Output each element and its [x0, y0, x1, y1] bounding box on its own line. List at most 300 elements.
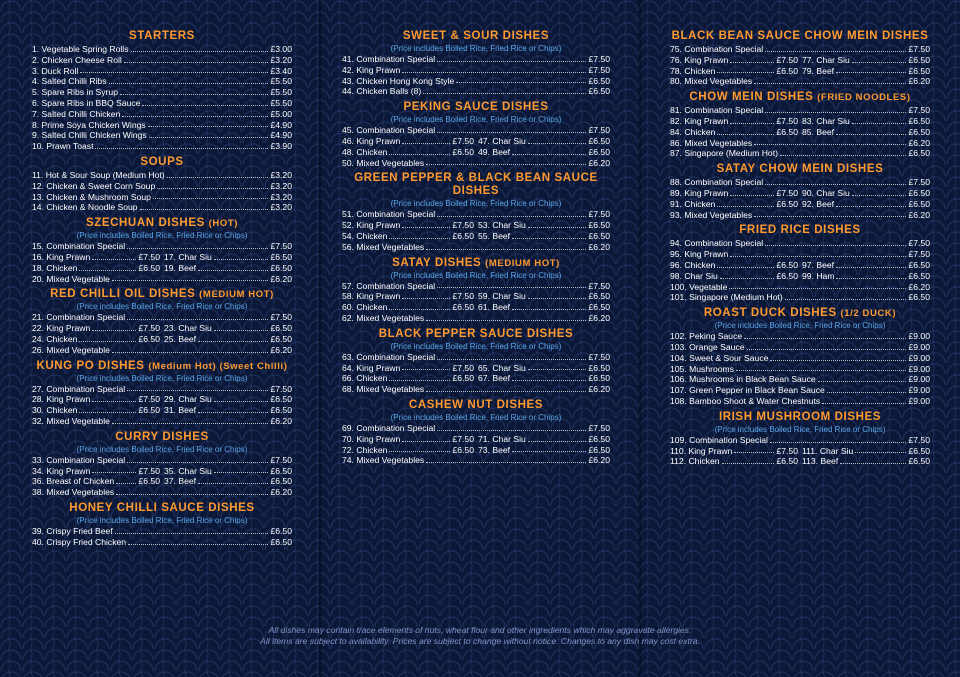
- item-price: £6.20: [588, 241, 610, 252]
- item-price: £3.20: [270, 202, 292, 213]
- menu-section: [32, 217, 292, 284]
- item-name: 87. Singapore (Medium Hot): [670, 148, 778, 159]
- item-name: 85. Beef: [802, 126, 835, 137]
- item-price: £7.50: [452, 135, 474, 146]
- menu-section: [32, 502, 292, 548]
- section-title: [342, 399, 610, 412]
- item-price: £6.50: [270, 405, 292, 416]
- menu-item: [670, 177, 930, 188]
- menu-item: [342, 302, 610, 313]
- item-price: £7.50: [588, 64, 610, 75]
- menu-item: [32, 323, 292, 334]
- menu-item: [32, 66, 292, 77]
- menu-item-half: [798, 271, 930, 282]
- dot-leader: [840, 463, 906, 464]
- dot-leader: [127, 248, 268, 249]
- dot-leader: [95, 148, 268, 149]
- section-price-note: (Price includes Boiled Rice, Fried Rice or Chips): [714, 321, 886, 331]
- item-price: £4.90: [270, 130, 292, 141]
- section-price-note: (Price includes Boiled Rice, Fried Rice or Chips): [390, 341, 562, 351]
- section-title: [670, 307, 930, 320]
- item-price: £4.90: [270, 119, 292, 130]
- menu-item-half: [342, 147, 474, 158]
- item-name: 90. Char Siu: [802, 187, 850, 198]
- item-name: 75. Combination Special: [670, 44, 764, 54]
- menu-item: [342, 445, 610, 456]
- item-price: £7.50: [452, 220, 474, 231]
- dot-leader: [109, 83, 269, 84]
- item-name: 91. Chicken: [670, 198, 716, 209]
- dot-leader: [389, 380, 450, 381]
- dot-leader: [770, 360, 906, 361]
- item-price: £6.20: [270, 415, 292, 426]
- item-name: 6. Spare Ribs in BBQ Sauce: [32, 97, 141, 108]
- dot-leader: [389, 451, 450, 452]
- item-price: £3.20: [270, 180, 292, 191]
- item-price: £6.50: [908, 445, 930, 456]
- menu-item: [32, 466, 292, 477]
- item-name: 94. Combination Special: [670, 238, 764, 249]
- menu-item: [32, 76, 292, 87]
- item-name: 16. King Prawn: [32, 251, 91, 262]
- dot-leader: [512, 154, 586, 155]
- section-title-text: ROAST DUCK DISHES: [703, 307, 837, 320]
- item-price: £5.00: [270, 108, 292, 119]
- item-price: £6.50: [776, 126, 798, 137]
- item-price: £6.50: [138, 262, 160, 273]
- item-name: 37. Beef: [164, 476, 197, 487]
- menu-item: [32, 312, 292, 323]
- menu-item: [342, 291, 610, 302]
- item-name: 88. Combination Special: [670, 177, 764, 188]
- menu-item-half: [670, 188, 798, 199]
- menu-item: [670, 456, 930, 467]
- menu-item: [342, 125, 610, 136]
- dot-leader: [214, 401, 269, 402]
- item-name: 98. Char Siu: [670, 270, 718, 281]
- item-name: 46. King Prawn: [342, 135, 401, 146]
- item-price: £6.50: [776, 259, 798, 270]
- item-name: 65. Char Siu: [478, 362, 526, 373]
- item-name: 42. King Prawn: [342, 64, 401, 75]
- menu-section: [670, 91, 930, 159]
- menu-section: [670, 163, 930, 220]
- section-title-text: FRIED RICE DISHES: [739, 224, 861, 237]
- menu-item: [670, 374, 930, 385]
- menu-item: [32, 455, 292, 466]
- item-name: 105. Mushrooms: [670, 363, 735, 374]
- menu-item-half: [670, 116, 798, 127]
- item-name: 101. Singapore (Medium Hot): [670, 292, 783, 303]
- item-price: £6.50: [588, 373, 610, 384]
- item-price: £7.50: [138, 465, 160, 476]
- dot-leader: [437, 61, 586, 62]
- section-title-text: RED CHILLI OIL DISHES: [50, 288, 196, 301]
- menu-item-half: [160, 476, 292, 487]
- item-price: £6.50: [908, 115, 930, 126]
- section-title-text: KUNG PO DISHES: [36, 359, 145, 372]
- section-title-text: BLACK PEPPER SAUCE DISHES: [378, 327, 574, 340]
- item-price: £6.50: [588, 433, 610, 444]
- dot-leader: [744, 338, 906, 339]
- dot-leader: [426, 164, 586, 165]
- item-price: £7.50: [908, 238, 930, 249]
- menu-item: [32, 416, 292, 427]
- section-title: [670, 163, 930, 176]
- section-title: [32, 30, 292, 43]
- item-name: 25. Beef: [164, 333, 197, 344]
- item-name: 68. Mixed Vegetables: [342, 384, 425, 395]
- item-name: 18. Chicken: [32, 262, 78, 273]
- menu-item-half: [342, 302, 474, 313]
- item-name: 60. Chicken: [342, 302, 388, 313]
- item-name: 20. Mixed Vegetable: [32, 273, 110, 284]
- item-name: 64. King Prawn: [342, 362, 401, 373]
- section-price-note: (Price includes Boiled Rice, Fried Rice or Chips): [390, 199, 562, 209]
- item-price: £7.50: [138, 323, 160, 334]
- item-name: 48. Chicken: [342, 146, 388, 157]
- section-subtitle: (Medium Hot) (Sweet Chilli): [148, 360, 288, 372]
- item-price: £7.50: [776, 115, 798, 126]
- item-price: £6.50: [270, 251, 292, 262]
- item-name: 78. Chicken: [670, 65, 716, 76]
- section-title-text: SWEET & SOUR DISHES: [402, 30, 550, 42]
- item-name: 49. Beef: [478, 146, 511, 157]
- menu-item: [32, 141, 292, 152]
- menu-item: [670, 55, 930, 66]
- dot-leader: [512, 309, 586, 310]
- dot-leader: [92, 472, 136, 473]
- item-name: 10. Prawn Toast: [32, 141, 94, 152]
- item-price: £3.00: [270, 44, 292, 54]
- footer-line-1: All dishes may contain trace elements of nuts, wheat flour and other ingredients which may aggravate allergies.: [268, 625, 692, 635]
- item-name: 109. Combination Special: [670, 434, 768, 445]
- menu-item: [342, 209, 610, 220]
- dot-leader: [198, 270, 268, 271]
- dot-leader: [765, 245, 906, 246]
- section-subtitle: (1/2 DUCK): [840, 308, 897, 320]
- menu-section: [670, 307, 930, 407]
- menu-item: [670, 138, 930, 149]
- dot-leader: [389, 309, 450, 310]
- dot-leader: [79, 412, 136, 413]
- item-price: £6.50: [270, 536, 292, 547]
- menu-item: [670, 342, 930, 353]
- item-price: £7.50: [776, 54, 798, 65]
- item-price: £6.50: [138, 476, 160, 487]
- section-title: [342, 328, 610, 341]
- dot-leader: [852, 123, 907, 124]
- menu-item: [670, 76, 930, 87]
- item-price: £6.50: [588, 362, 610, 373]
- item-price: £6.50: [776, 198, 798, 209]
- menu-item-half: [474, 445, 610, 456]
- item-price: £3.20: [270, 54, 292, 65]
- item-name: 28. King Prawn: [32, 394, 91, 405]
- menu-item: [32, 252, 292, 263]
- dot-leader: [437, 216, 586, 217]
- dot-leader: [198, 341, 268, 342]
- menu-section: [342, 399, 610, 466]
- dot-leader: [402, 227, 450, 228]
- section-title: [32, 502, 292, 515]
- item-name: 69. Combination Special: [342, 422, 436, 433]
- item-price: £6.50: [908, 187, 930, 198]
- item-price: £6.50: [270, 476, 292, 487]
- menu-section: [32, 288, 292, 355]
- item-price: £6.50: [908, 270, 930, 281]
- item-price: £7.50: [908, 434, 930, 445]
- item-price: £6.20: [588, 384, 610, 395]
- menu-item: [670, 271, 930, 282]
- section-price-note: (Price includes Boiled Rice, Fried Rice or Chips): [390, 115, 562, 125]
- section-title: [32, 156, 292, 169]
- menu-item: [670, 260, 930, 271]
- dot-leader: [765, 51, 906, 52]
- item-price: £3.90: [270, 141, 292, 152]
- menu-item-half: [474, 302, 610, 313]
- menu-item: [670, 396, 930, 407]
- menu-column-1: [0, 0, 320, 677]
- menu-item: [670, 116, 930, 127]
- item-price: £6.50: [776, 456, 798, 467]
- dot-leader: [855, 452, 906, 453]
- item-name: 12. Chicken & Sweet Corn Soup: [32, 180, 156, 191]
- menu-item-half: [160, 252, 292, 263]
- section-title: [342, 172, 610, 198]
- item-price: £6.50: [270, 323, 292, 334]
- menu-item-half: [32, 323, 160, 334]
- menu-item-half: [474, 147, 610, 158]
- item-name: 2. Chicken Cheese Roll: [32, 54, 122, 65]
- menu-item-half: [670, 199, 798, 210]
- item-name: 103. Orange Sauce: [670, 341, 745, 352]
- menu-item: [670, 331, 930, 342]
- item-price: £7.50: [452, 291, 474, 302]
- item-name: 89. King Prawn: [670, 187, 729, 198]
- dot-leader: [717, 72, 774, 73]
- item-name: 80. Mixed Vegetables: [670, 76, 753, 87]
- section-price-note: (Price includes Boiled Rice, Fried Rice or Chips): [390, 412, 562, 422]
- menu-item: [32, 394, 292, 405]
- menu-item: [32, 120, 292, 131]
- item-price: £5.50: [270, 76, 292, 87]
- menu-item: [32, 241, 292, 252]
- menu-item-half: [798, 456, 930, 467]
- menu-item: [342, 423, 610, 434]
- menu-item-half: [474, 231, 610, 242]
- dot-leader: [92, 259, 136, 260]
- item-name: 32. Mixed Vegetable: [32, 415, 110, 426]
- item-price: £6.20: [908, 137, 930, 148]
- menu-item-half: [342, 373, 474, 384]
- menu-item-half: [32, 405, 160, 416]
- item-price: £7.50: [776, 187, 798, 198]
- section-subtitle: (MEDIUM HOT): [485, 257, 560, 269]
- item-price: £6.50: [270, 333, 292, 344]
- menu-item-half: [32, 334, 160, 345]
- menu-section: [32, 431, 292, 498]
- menu-section: [342, 101, 610, 168]
- menu-item-half: [160, 394, 292, 405]
- menu-item: [670, 199, 930, 210]
- item-name: 104. Sweet & Sour Sauce: [670, 352, 769, 363]
- menu-item-half: [32, 466, 160, 477]
- item-price: £9.00: [908, 363, 930, 374]
- item-price: £6.20: [270, 487, 292, 498]
- section-title: [670, 91, 930, 104]
- item-name: 17. Char Siu: [164, 251, 212, 262]
- menu-item-half: [474, 220, 610, 231]
- menu-item-half: [798, 55, 930, 66]
- menu-item: [342, 86, 610, 97]
- item-name: 76. King Prawn: [670, 54, 729, 65]
- item-name: 39. Crispy Fried Beef: [32, 525, 113, 536]
- menu-item: [342, 373, 610, 384]
- menu-item: [342, 242, 610, 253]
- item-name: 67. Beef: [478, 373, 511, 384]
- item-name: 34. King Prawn: [32, 465, 91, 476]
- dot-leader: [402, 143, 450, 144]
- item-name: 113. Beef: [802, 456, 839, 467]
- menu-item: [670, 364, 930, 375]
- dot-leader: [92, 401, 136, 402]
- dot-leader: [528, 298, 587, 299]
- dot-leader: [785, 299, 907, 300]
- item-name: 31. Beef: [164, 405, 197, 416]
- item-name: 41. Combination Special: [342, 54, 436, 64]
- menu-item: [32, 345, 292, 356]
- menu-section: [670, 224, 930, 303]
- menu-item: [32, 384, 292, 395]
- menu-item: [342, 65, 610, 76]
- item-name: 58. King Prawn: [342, 291, 401, 302]
- dot-leader: [112, 423, 269, 424]
- item-price: £7.50: [776, 445, 798, 456]
- item-name: 100. Vegetable: [670, 281, 728, 292]
- item-name: 33. Combination Special: [32, 454, 126, 465]
- item-name: 38. Mixed Vegetables: [32, 487, 115, 498]
- dot-leader: [818, 381, 907, 382]
- menu-item-half: [474, 363, 610, 374]
- dot-leader: [112, 280, 269, 281]
- section-title-text: SATAY CHOW MEIN DISHES: [716, 163, 884, 176]
- dot-leader: [754, 216, 906, 217]
- section-subtitle: (FRIED NOODLES): [817, 92, 911, 104]
- item-name: 97. Beef: [802, 259, 835, 270]
- item-name: 14. Chicken & Noodle Soup: [32, 202, 138, 213]
- dot-leader: [729, 288, 906, 289]
- item-name: 7. Salted Chilli Chicken: [32, 108, 121, 119]
- menu-item-half: [32, 263, 160, 274]
- menu-section: [32, 360, 292, 427]
- section-title: [32, 288, 292, 301]
- menu-section: [342, 328, 610, 395]
- menu-item-half: [798, 66, 930, 77]
- item-name: 107. Green Pepper in Black Bean Sauce: [670, 385, 825, 396]
- item-price: £6.50: [270, 525, 292, 536]
- item-name: 36. Breast of Chicken: [32, 476, 115, 487]
- item-price: £3.20: [270, 191, 292, 202]
- item-price: £7.50: [908, 105, 930, 116]
- item-price: £6.50: [138, 333, 160, 344]
- section-title: [32, 217, 292, 230]
- menu-item-half: [798, 199, 930, 210]
- dot-leader: [140, 209, 269, 210]
- dot-leader: [528, 143, 587, 144]
- dot-leader: [389, 154, 450, 155]
- item-name: 111. Char Siu: [802, 445, 854, 456]
- section-title: [670, 411, 930, 424]
- section-price-note: (Price includes Boiled Rice, Fried Rice or Chips): [76, 515, 248, 525]
- menu-item-half: [798, 260, 930, 271]
- dot-leader: [827, 392, 907, 393]
- item-price: £6.50: [588, 220, 610, 231]
- section-subtitle: (MEDIUM HOT): [199, 289, 274, 301]
- item-name: 45. Combination Special: [342, 125, 436, 136]
- item-name: 21. Combination Special: [32, 312, 126, 323]
- menu-item: [342, 455, 610, 466]
- dot-leader: [770, 442, 907, 443]
- menu-item: [32, 405, 292, 416]
- item-price: £6.50: [588, 291, 610, 302]
- dot-leader: [722, 463, 775, 464]
- item-name: 99. Ham: [802, 270, 835, 281]
- menu-item-half: [670, 271, 798, 282]
- item-name: 81. Combination Special: [670, 105, 764, 116]
- item-price: £9.00: [908, 374, 930, 385]
- item-name: 43. Chicken Hong Kong Style: [342, 75, 455, 86]
- item-name: 40. Crispy Fried Chicken: [32, 536, 127, 547]
- dot-leader: [512, 380, 586, 381]
- menu-item-half: [342, 291, 474, 302]
- item-name: 11. Hot & Sour Soup (Medium Hot): [32, 169, 165, 180]
- dot-leader: [148, 126, 269, 127]
- menu-item: [342, 281, 610, 292]
- item-name: 13. Chicken & Mushroom Soup: [32, 191, 151, 202]
- menu-item: [32, 55, 292, 66]
- menu-item-half: [798, 188, 930, 199]
- menu-section: [342, 257, 610, 324]
- dot-leader: [115, 533, 269, 534]
- menu-section: [32, 156, 292, 213]
- item-price: £6.50: [452, 373, 474, 384]
- menu-item-half: [32, 476, 160, 487]
- menu-item: [342, 136, 610, 147]
- dot-leader: [122, 116, 268, 117]
- menu-item-half: [670, 55, 798, 66]
- item-price: £6.50: [452, 302, 474, 313]
- item-name: 112. Chicken: [670, 456, 720, 467]
- item-name: 96. Chicken: [670, 259, 716, 270]
- menu-item-half: [670, 66, 798, 77]
- menu-item: [670, 66, 930, 77]
- item-name: 86. Mixed Vegetables: [670, 137, 753, 148]
- section-title-text: STARTERS: [129, 30, 195, 42]
- section-title: [342, 101, 610, 114]
- dot-leader: [528, 441, 587, 442]
- item-name: 66. Chicken: [342, 373, 388, 384]
- dot-leader: [836, 206, 906, 207]
- section-title-text: CASHEW NUT DISHES: [408, 398, 544, 411]
- menu-item: [32, 487, 292, 498]
- item-price: £9.00: [908, 352, 930, 363]
- item-name: 4. Salted Chilli Ribs: [32, 76, 107, 87]
- item-price: £7.50: [588, 209, 610, 220]
- item-price: £5.50: [270, 97, 292, 108]
- dot-leader: [157, 188, 268, 189]
- item-name: 83. Char Siu: [802, 115, 850, 126]
